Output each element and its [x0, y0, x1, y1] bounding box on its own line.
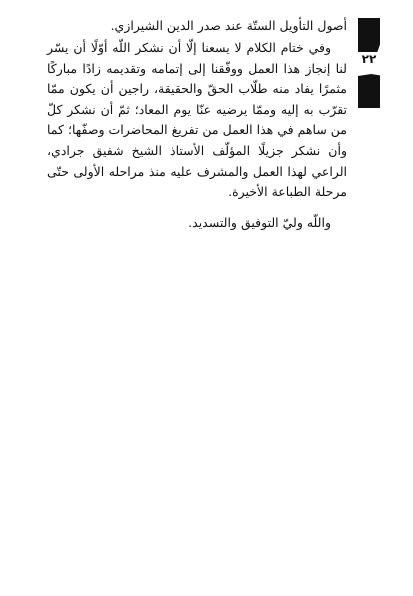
margin-thumb-tab-top	[358, 18, 380, 52]
closing-line: واللّه وليّ التوفيق والتسديد.	[188, 214, 331, 230]
page-number: ٢٢	[361, 52, 377, 66]
margin-thumb-tab-bottom	[358, 74, 380, 108]
running-title: أصول التأويل الستّة عند صدر الدين الشيرازي.	[110, 18, 347, 33]
acknowledgment-paragraph: وفي ختام الكلام لا يسعنا إلّا أن نشكر اللّه أوّلًا أن يسّر لنا إنجاز هذا العمل ووفّقنا إلى إتمامه وتقديمه زادًا مباركًا مثمرًا يفاد منه طلّاب الحقّ والحقيقة، راجين أن يكون ممّا تقرّب به إليه وممّا يرضيه عنّا يوم المعاد؛ ثمّ أن نشكر كلّ من ساهم في هذا العمل من تفريغ المحاضرات وصفّها؛ كما وأن نشكر جزيلًا المؤلّف الأستاذ الشيخ شفيق جرادي، الراعي لهذا العمل والمشرف عليه منذ مراحله الأولى حتّى مرحلة الطباعة الأخيرة.	[47, 40, 347, 200]
page-body	[47, 38, 347, 233]
